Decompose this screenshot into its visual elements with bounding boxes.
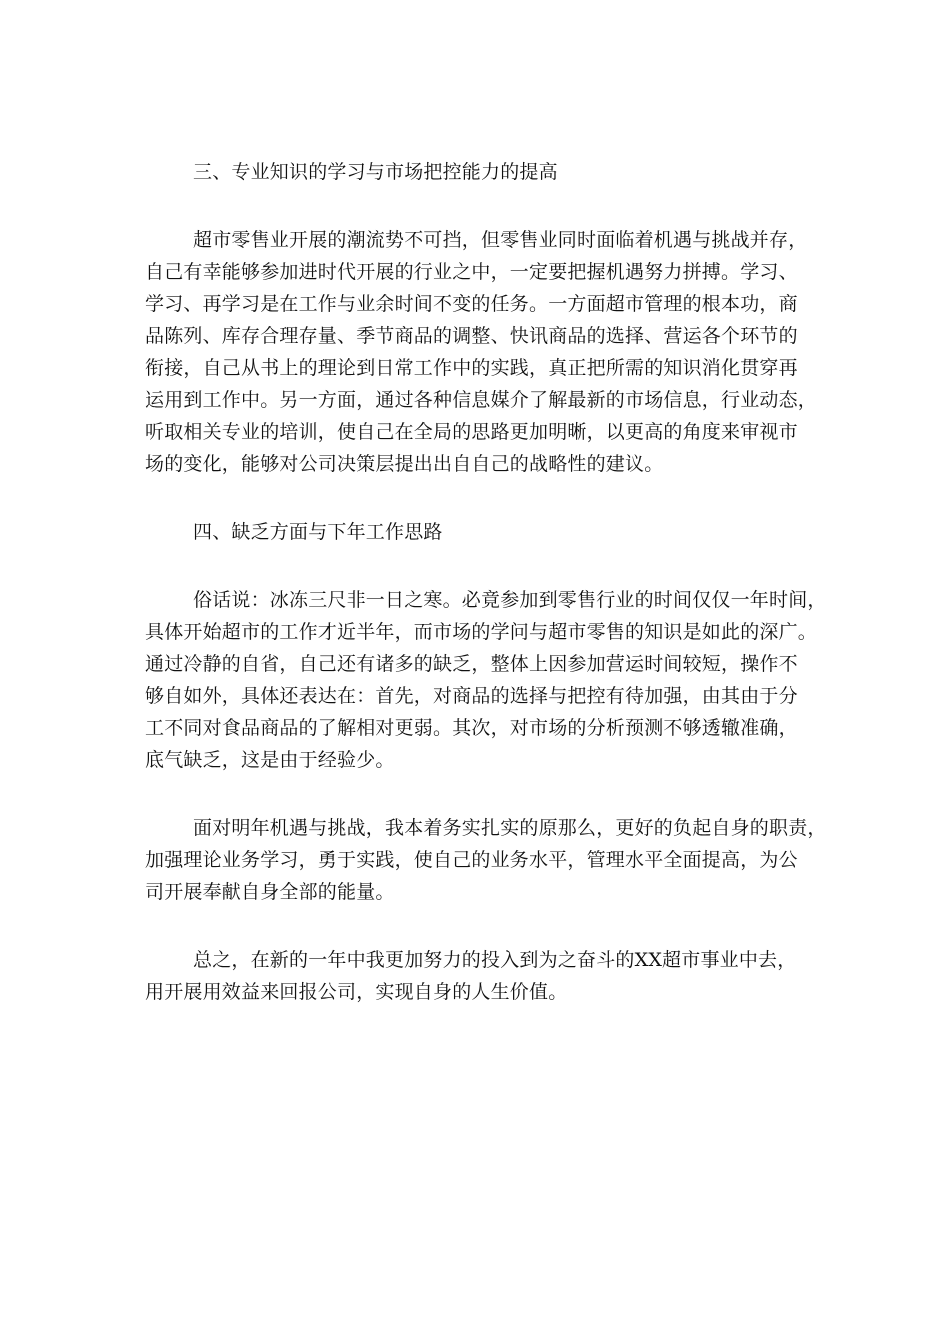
paragraph-line: 通过冷静的自省，自己还有诸多的缺乏，整体上因参加营运时间较短，操作不 — [145, 653, 798, 675]
paragraph-line: 工不同对食品商品的了解相对更弱。其次，对市场的分析预测不够透辙准确， — [145, 717, 798, 739]
paragraph-line: 用开展用效益来回报公司，实现自身的人生价值。 — [145, 981, 568, 1003]
paragraph-line: 自己有幸能够参加进时代开展的行业之中，一定要把握机遇努力拼搏。学习、 — [145, 261, 798, 283]
paragraph-line: 面对明年机遇与挑战，我本着务实扎实的原那么，更好的负起自身的职责， — [193, 817, 827, 839]
paragraph-line: 底气缺乏，这是由于经验少。 — [145, 749, 395, 771]
paragraph-line: 加强理论业务学习，勇于实践，使自己的业务水平，管理水平全面提高，为公 — [145, 849, 798, 871]
paragraph-line: 衔接，自己从书上的理论到日常工作中的实践，真正把所需的知识消化贯穿再 — [145, 357, 798, 379]
paragraph-line: 运用到工作中。另一方面，通过各种信息媒介了解最新的市场信息，行业动态， — [145, 389, 818, 411]
paragraph-line: 场的变化，能够对公司决策层提出出自自己的战略性的建议。 — [145, 453, 664, 475]
section-4-heading: 四、缺乏方面与下年工作思路 — [193, 521, 443, 543]
document-page — [145, 156, 835, 1008]
paragraph-line: 司开展奉献自身全部的能量。 — [145, 881, 395, 903]
section-4-paragraph-3 — [145, 944, 835, 1008]
section-3-paragraph — [145, 224, 835, 480]
paragraph-line: 具体开始超市的工作才近半年，而市场的学问与超市零售的知识是如此的深广。 — [145, 621, 818, 643]
paragraph-line: 学习、再学习是在工作与业余时间不变的任务。一方面超市管理的根本功，商 — [145, 293, 798, 315]
paragraph-line: 品陈列、库存合理存量、季节商品的调整、快讯商品的选择、营运各个环节的 — [145, 325, 798, 347]
section-4-paragraph-1 — [145, 584, 835, 776]
paragraph-line: 听取相关专业的培训，使自己在全局的思路更加明晰，以更高的角度来审视市 — [145, 421, 798, 443]
paragraph-line: 总之，在新的一年中我更加努力的投入到为之奋斗的XX超市事业中去， — [193, 949, 797, 971]
section-4-paragraph-2 — [145, 812, 835, 908]
paragraph-line: 俗话说：冰冻三尺非一日之寒。必竟参加到零售行业的时间仅仅一年时间， — [193, 589, 827, 611]
paragraph-line: 超市零售业开展的潮流势不可挡，但零售业同时面临着机遇与挑战并存， — [193, 229, 808, 251]
section-3-heading: 三、专业知识的学习与市场把控能力的提高 — [193, 161, 558, 183]
paragraph-line: 够自如外，具体还表达在：首先，对商品的选择与把控有待加强，由其由于分 — [145, 685, 798, 707]
